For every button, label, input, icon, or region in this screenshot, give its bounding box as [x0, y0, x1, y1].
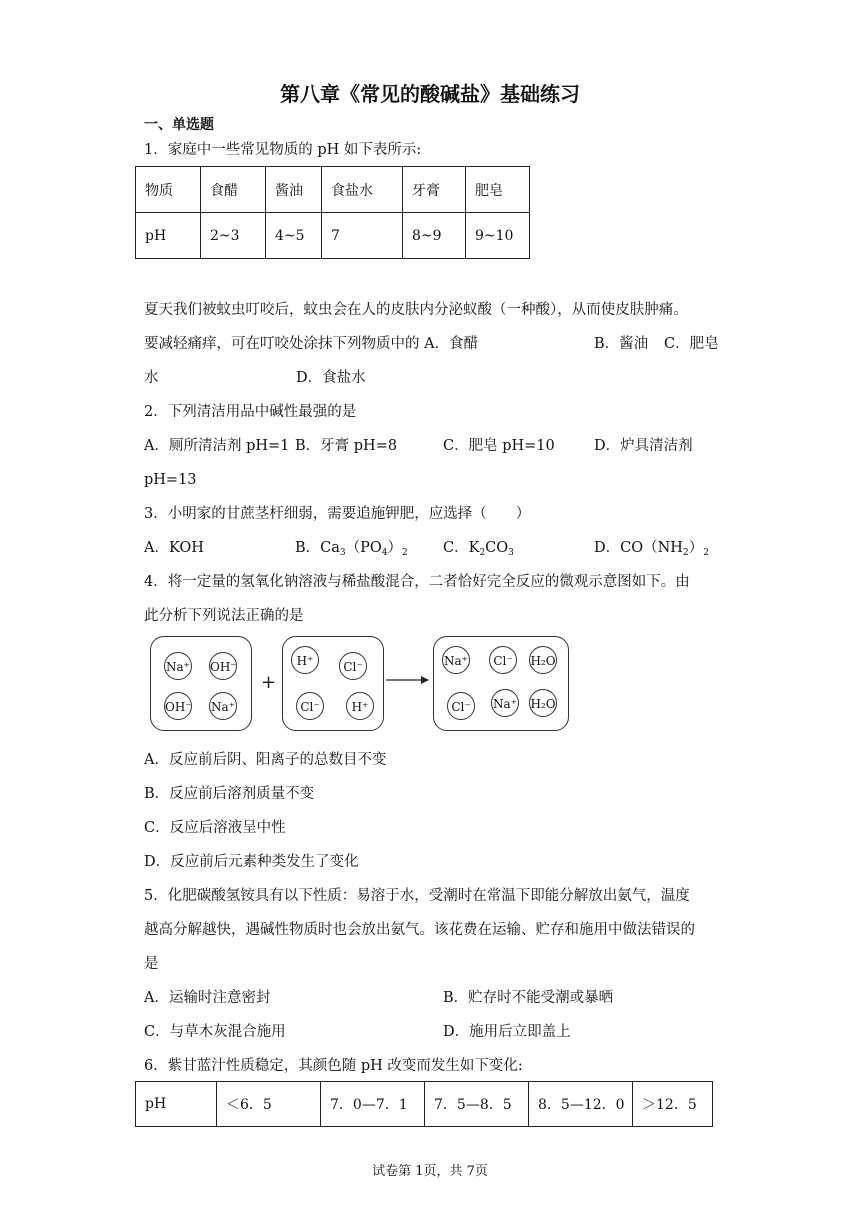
q6-stem: 6．紫甘蓝汁性质稳定，其颜色随 pH 改变而发生如下变化: — [144, 1058, 523, 1074]
ion-h: H⁺ — [346, 692, 374, 720]
q1-value-cell: 7 — [322, 213, 403, 259]
q2-option-c: C．肥皂 pH=10 — [443, 438, 555, 454]
q3-stem: 3．小明家的甘蔗茎杆细弱，需要追施钾肥，应选择（ ） — [144, 506, 531, 522]
water-molecule: H₂O — [529, 689, 557, 717]
q1-value-cell: 9~10 — [466, 213, 530, 259]
plus-sign: + — [261, 672, 277, 693]
ion-cl: Cl⁻ — [296, 692, 324, 720]
ion-na: Na⁺ — [491, 689, 519, 717]
q2-stem: 2．下列清洁用品中碱性最强的是 — [144, 404, 357, 420]
ion-na: Na⁺ — [209, 692, 237, 720]
q3-option-b: B．$Ca_3(PO_4)_2$ — [295, 540, 408, 558]
q1-header-cell: 食盐水 — [322, 167, 403, 213]
q5-option-c: C．与草木灰混合施用 — [144, 1024, 286, 1040]
q1-header-cell: 酱油 — [266, 167, 322, 213]
q1-value-cell: pH — [136, 213, 201, 259]
ion-na: Na⁺ — [164, 652, 192, 680]
q4-option-a: A．反应前后阴、阳离子的总数目不变 — [144, 752, 387, 768]
section-heading: 一、单选题 — [144, 117, 214, 133]
q1-stem: 1．家庭中一些常见物质的 pH 如下表所示: — [144, 142, 422, 158]
q5-stem-line1: 5．化肥碳酸氢铵具有以下性质：易溶于水，受潮时在常温下即能分解放出氨气，温度 — [144, 888, 690, 904]
q1-option-d: D．食盐水 — [296, 370, 366, 386]
q4-option-c: C．反应后溶液呈中性 — [144, 820, 286, 836]
q6-cell: pH — [136, 1082, 217, 1127]
ion-oh: OH⁻ — [164, 692, 192, 720]
ion-na: Na⁺ — [442, 646, 470, 674]
q1-header-cell: 肥皂 — [466, 167, 530, 213]
product-box — [433, 636, 569, 731]
reactant-box-hcl — [282, 636, 384, 731]
q1-context-line1: 夏天我们被蚊虫叮咬后，蚊虫会在人的皮肤内分泌蚁酸（一种酸），从而使皮肤肿痛。 — [144, 302, 688, 318]
q1-ph-table — [135, 166, 530, 259]
q1-option-c-cont: 水 — [144, 370, 159, 386]
q1-option-c: C．肥皂 — [664, 336, 719, 352]
q3-option-c: C．$K_2CO_3$ — [443, 540, 514, 558]
q6-cell: 7．0—7．1 — [321, 1082, 425, 1127]
q1-header-cell: 物质 — [136, 167, 201, 213]
ion-cl: Cl⁻ — [447, 692, 475, 720]
q6-cell: 8．5—12．0 — [529, 1082, 633, 1127]
q1-option-b: B．酱油 — [594, 336, 649, 352]
q6-cell: ＜6．5 — [217, 1082, 321, 1127]
ion-cl: Cl⁻ — [489, 646, 517, 674]
q5-stem-line2: 越高分解越快，遇碱性物质时也会放出氨气。该花费在运输、贮存和施用中做法错误的 — [144, 922, 695, 938]
q2-option-d: D．炉具清洁剂 — [594, 438, 693, 454]
q1-value-cell: 2~3 — [201, 213, 266, 259]
q4-stem-line2: 此分析下列说法正确的是 — [144, 608, 304, 624]
q6-cell: ＞12．5 — [633, 1082, 713, 1127]
q5-option-a: A．运输时注意密封 — [144, 990, 271, 1006]
page-title: 第八章《常见的酸碱盐》基础练习 — [280, 82, 580, 106]
ion-oh: OH⁻ — [209, 652, 237, 680]
q4-option-d: D．反应前后元素种类发生了变化 — [144, 854, 359, 870]
q1-header-cell: 食醋 — [201, 167, 266, 213]
q4-stem-line1: 4．将一定量的氢氧化钠溶液与稀盐酸混合，二者恰好完全反应的微观示意图如下。由 — [144, 574, 690, 590]
page-footer: 试卷第 1页，共 7页 — [372, 1164, 488, 1179]
q2-option-a: A．厕所清洁剂 pH=1 — [144, 438, 290, 454]
water-molecule: H₂O — [529, 646, 557, 674]
q3-option-a: A．KOH — [144, 540, 204, 556]
reaction-arrow — [386, 674, 430, 686]
q1-context-line2: 要减轻痛痒，可在叮咬处涂抹下列物质中的 A．食醋 — [144, 336, 479, 352]
ion-cl: Cl⁻ — [339, 652, 367, 680]
q5-option-d: D．施用后立即盖上 — [443, 1024, 571, 1040]
q6-cell: 7．5—8．5 — [425, 1082, 529, 1127]
q6-ph-table — [135, 1081, 713, 1127]
q5-stem-line3: 是 — [144, 956, 159, 972]
q2-option-d-cont: pH=13 — [144, 472, 197, 488]
ion-h: H⁺ — [291, 646, 319, 674]
q1-value-cell: 8~9 — [403, 213, 466, 259]
q1-value-cell: 4~5 — [266, 213, 322, 259]
q3-option-d: D．$CO(NH_2)_2$ — [594, 540, 709, 558]
q5-option-b: B．贮存时不能受潮或暴晒 — [443, 990, 614, 1006]
q4-option-b: B．反应前后溶剂质量不变 — [144, 786, 315, 802]
q2-option-b: B．牙膏 pH=8 — [295, 438, 398, 454]
reactant-box-naoh — [150, 636, 252, 731]
q1-header-cell: 牙膏 — [403, 167, 466, 213]
